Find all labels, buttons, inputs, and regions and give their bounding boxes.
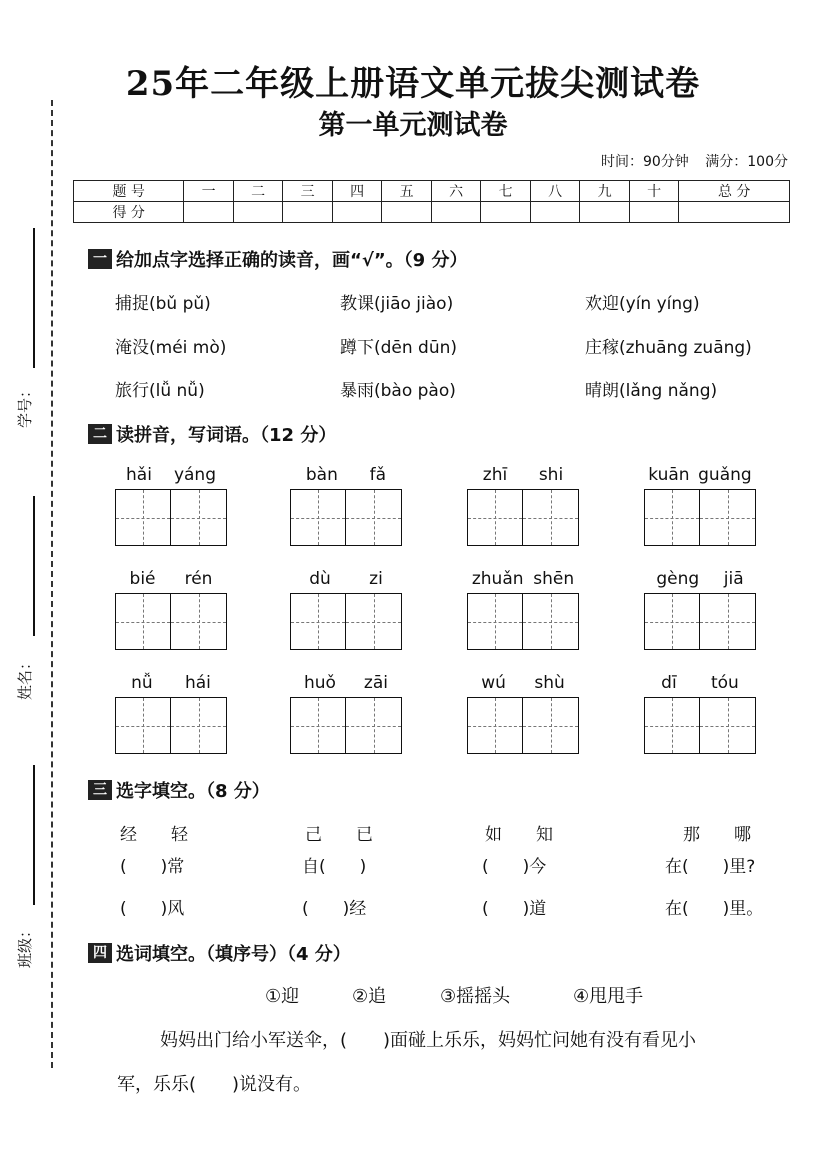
pinyin-syllable: gèng bbox=[656, 569, 700, 589]
score-table-score-row bbox=[74, 202, 790, 223]
exam-meta bbox=[589, 151, 788, 171]
pinyin-syllable: zāi bbox=[363, 673, 388, 693]
writing-box[interactable] bbox=[291, 594, 346, 649]
q3-char-pair: 如 知 bbox=[485, 825, 553, 845]
score-cell[interactable] bbox=[431, 202, 481, 223]
score-header-cell: 九 bbox=[580, 181, 630, 202]
score-header-cell: 三 bbox=[283, 181, 333, 202]
pinyin-syllable: jiā bbox=[723, 569, 744, 589]
pinyin-syllable: bàn bbox=[305, 465, 338, 485]
writing-box[interactable] bbox=[523, 594, 578, 649]
score-cell[interactable] bbox=[332, 202, 382, 223]
score-header-cell: 五 bbox=[382, 181, 432, 202]
pinyin-syllable: yáng bbox=[173, 465, 216, 485]
q3-blank[interactable]: ( )经 bbox=[302, 899, 367, 919]
writing-box[interactable] bbox=[116, 698, 171, 753]
tianzige-boxes bbox=[115, 489, 227, 546]
pinyin-word-block bbox=[644, 569, 756, 650]
tianzige-boxes bbox=[115, 593, 227, 650]
pinyin-syllable: zhuǎn bbox=[471, 569, 524, 589]
pinyin-word-block bbox=[115, 569, 227, 650]
page-subtitle: 第一单元测试卷 bbox=[318, 110, 508, 141]
score-cell[interactable] bbox=[184, 202, 234, 223]
pinyin-word-block bbox=[290, 569, 402, 650]
q4-option: ①迎 bbox=[265, 986, 300, 1007]
tianzige-boxes bbox=[290, 697, 402, 754]
writing-box[interactable] bbox=[116, 490, 171, 545]
writing-box[interactable] bbox=[291, 698, 346, 753]
pinyin-syllable: zhī bbox=[482, 465, 508, 485]
q1-item[interactable]: 旅行(lǚ nǚ) bbox=[115, 381, 205, 401]
score-cell[interactable] bbox=[530, 202, 580, 223]
tianzige-boxes bbox=[467, 489, 579, 546]
pinyin-syllable: hǎi bbox=[126, 465, 152, 485]
pinyin-syllable: hái bbox=[184, 673, 211, 693]
pinyin-label bbox=[115, 465, 227, 487]
q3-blank[interactable]: 在( )里? bbox=[665, 857, 756, 877]
writing-box[interactable] bbox=[116, 594, 171, 649]
pinyin-label bbox=[290, 569, 402, 591]
pinyin-label bbox=[115, 673, 227, 695]
writing-box[interactable] bbox=[468, 490, 523, 545]
writing-box[interactable] bbox=[171, 490, 226, 545]
pinyin-syllable: zi bbox=[369, 569, 383, 589]
section-number: 一 bbox=[88, 249, 112, 269]
page-title: 25年二年级上册语文单元拔尖测试卷 bbox=[125, 64, 701, 104]
q3-char-pair: 那 哪 bbox=[683, 825, 751, 845]
score-cell[interactable] bbox=[580, 202, 630, 223]
section-title: 给加点字选择正确的读音，画“√”。（9 分） bbox=[116, 250, 468, 271]
score-table-header-row bbox=[74, 181, 790, 202]
score-cell[interactable] bbox=[283, 202, 333, 223]
writing-box[interactable] bbox=[700, 698, 755, 753]
section-3-heading bbox=[88, 777, 270, 803]
q3-blank[interactable]: ( )道 bbox=[482, 899, 547, 919]
tianzige-boxes bbox=[644, 593, 756, 650]
score-cell[interactable] bbox=[481, 202, 531, 223]
score-header-cell: 题 号 bbox=[74, 181, 184, 202]
pinyin-syllable: tóu bbox=[710, 673, 739, 693]
pinyin-syllable: shi bbox=[538, 465, 564, 485]
q1-item[interactable]: 暴雨(bào pào) bbox=[340, 381, 456, 401]
score-header-cell: 四 bbox=[332, 181, 382, 202]
q1-item[interactable]: 晴朗(lǎng nǎng) bbox=[585, 381, 718, 401]
pinyin-syllable: guǎng bbox=[698, 465, 752, 485]
q1-item[interactable]: 淹没(méi mò) bbox=[115, 338, 227, 358]
q1-item[interactable]: 庄稼(zhuāng zuāng) bbox=[585, 338, 752, 358]
score-cell[interactable] bbox=[382, 202, 432, 223]
tianzige-boxes bbox=[644, 697, 756, 754]
pinyin-syllable: dù bbox=[309, 569, 331, 589]
pinyin-syllable: wú bbox=[481, 673, 506, 693]
section-number: 三 bbox=[88, 780, 112, 800]
q4-option: ②追 bbox=[352, 986, 387, 1007]
pinyin-syllable: bié bbox=[129, 569, 156, 589]
writing-box[interactable] bbox=[700, 594, 755, 649]
score-cell[interactable] bbox=[233, 202, 283, 223]
student-id-label: 学号： bbox=[16, 382, 34, 428]
name-label: 姓名： bbox=[16, 654, 34, 700]
q3-blank[interactable]: ( )常 bbox=[120, 857, 185, 877]
pinyin-word-block bbox=[115, 465, 227, 546]
pinyin-label bbox=[115, 569, 227, 591]
tianzige-boxes bbox=[290, 489, 402, 546]
writing-box[interactable] bbox=[346, 594, 401, 649]
score-header-cell: 七 bbox=[481, 181, 531, 202]
section-4-heading bbox=[88, 940, 351, 966]
writing-box[interactable] bbox=[171, 698, 226, 753]
pinyin-word-block bbox=[115, 673, 227, 754]
pinyin-word-block bbox=[644, 465, 756, 546]
q4-sentence-line-1[interactable]: 妈妈出门给小军送伞，( )面碰上乐乐，妈妈忙问她有没有看见小 bbox=[160, 1030, 697, 1051]
writing-box[interactable] bbox=[468, 594, 523, 649]
writing-box[interactable] bbox=[291, 490, 346, 545]
q3-blank[interactable]: 在( )里。 bbox=[665, 899, 764, 919]
pinyin-syllable: fǎ bbox=[369, 465, 387, 485]
q1-item[interactable]: 欢迎(yín yíng) bbox=[585, 294, 700, 314]
section-title: 选词填空。（填序号）（4 分） bbox=[116, 944, 351, 965]
section-title: 选字填空。（8 分） bbox=[116, 781, 270, 802]
pinyin-syllable: rén bbox=[184, 569, 213, 589]
writing-box[interactable] bbox=[523, 490, 578, 545]
writing-box[interactable] bbox=[523, 698, 578, 753]
class-line bbox=[33, 765, 35, 905]
writing-box[interactable] bbox=[645, 698, 700, 753]
name-line bbox=[33, 496, 35, 636]
section-number: 四 bbox=[88, 943, 112, 963]
pinyin-syllable: shēn bbox=[533, 569, 575, 589]
pinyin-label bbox=[467, 673, 579, 695]
pinyin-label bbox=[290, 673, 402, 695]
q3-blank[interactable]: ( )风 bbox=[120, 899, 185, 919]
q3-blank[interactable]: 自( ) bbox=[302, 857, 367, 877]
q3-blank[interactable]: ( )今 bbox=[482, 857, 547, 877]
q1-item[interactable]: 蹲下(dēn dūn) bbox=[340, 338, 458, 358]
q1-item[interactable]: 教课(jiāo jiào) bbox=[340, 294, 454, 314]
score-cell[interactable] bbox=[679, 202, 790, 223]
pinyin-syllable: kuān bbox=[648, 465, 690, 485]
score-header-cell: 十 bbox=[629, 181, 679, 202]
pinyin-syllable: nǚ bbox=[131, 673, 153, 693]
q4-option: ④甩甩手 bbox=[573, 986, 644, 1007]
score-header-cell: 八 bbox=[530, 181, 580, 202]
section-number: 二 bbox=[88, 424, 112, 444]
score-cell[interactable] bbox=[629, 202, 679, 223]
exam-time: 时间：90分钟 bbox=[600, 154, 689, 170]
score-header-cell: 二 bbox=[233, 181, 283, 202]
pinyin-label bbox=[644, 569, 756, 591]
student-id-line bbox=[33, 228, 35, 368]
q1-item[interactable]: 捕捉(bǔ pǔ) bbox=[115, 294, 211, 314]
q3-char-pair: 己 已 bbox=[305, 825, 373, 845]
section-title: 读拼音，写词语。（12 分） bbox=[116, 425, 337, 446]
writing-box[interactable] bbox=[645, 490, 700, 545]
tianzige-boxes bbox=[290, 593, 402, 650]
q3-char-pair: 经 轻 bbox=[120, 825, 188, 845]
pinyin-word-block bbox=[467, 569, 579, 650]
exam-full-score: 满分：100分 bbox=[705, 154, 788, 170]
writing-box[interactable] bbox=[346, 698, 401, 753]
writing-box[interactable] bbox=[645, 594, 700, 649]
pinyin-word-block bbox=[467, 673, 579, 754]
pinyin-syllable: shù bbox=[534, 673, 565, 693]
binding-dashed-line bbox=[51, 100, 53, 1068]
pinyin-word-block bbox=[290, 673, 402, 754]
score-table bbox=[73, 180, 790, 223]
pinyin-label bbox=[644, 465, 756, 487]
tianzige-boxes bbox=[644, 489, 756, 546]
pinyin-label bbox=[467, 465, 579, 487]
pinyin-syllable: huǒ bbox=[303, 673, 336, 693]
tianzige-boxes bbox=[467, 593, 579, 650]
pinyin-word-block bbox=[644, 673, 756, 754]
class-label: 班级： bbox=[16, 922, 34, 968]
tianzige-boxes bbox=[467, 697, 579, 754]
pinyin-word-block bbox=[290, 465, 402, 546]
writing-box[interactable] bbox=[700, 490, 755, 545]
q4-option: ③摇摇头 bbox=[440, 986, 511, 1007]
pinyin-label bbox=[467, 569, 579, 591]
section-2-heading bbox=[88, 421, 336, 447]
pinyin-syllable: dī bbox=[661, 673, 677, 693]
score-header-cell: 六 bbox=[431, 181, 481, 202]
writing-box[interactable] bbox=[468, 698, 523, 753]
writing-box[interactable] bbox=[346, 490, 401, 545]
score-header-cell: 一 bbox=[184, 181, 234, 202]
q4-sentence-line-2[interactable]: 军，乐乐( )说没有。 bbox=[117, 1074, 312, 1095]
pinyin-word-block bbox=[467, 465, 579, 546]
pinyin-label bbox=[290, 465, 402, 487]
score-row-label: 得 分 bbox=[74, 202, 184, 223]
tianzige-boxes bbox=[115, 697, 227, 754]
section-1-heading bbox=[88, 246, 467, 272]
writing-box[interactable] bbox=[171, 594, 226, 649]
pinyin-label bbox=[644, 673, 756, 695]
score-header-cell: 总 分 bbox=[679, 181, 790, 202]
